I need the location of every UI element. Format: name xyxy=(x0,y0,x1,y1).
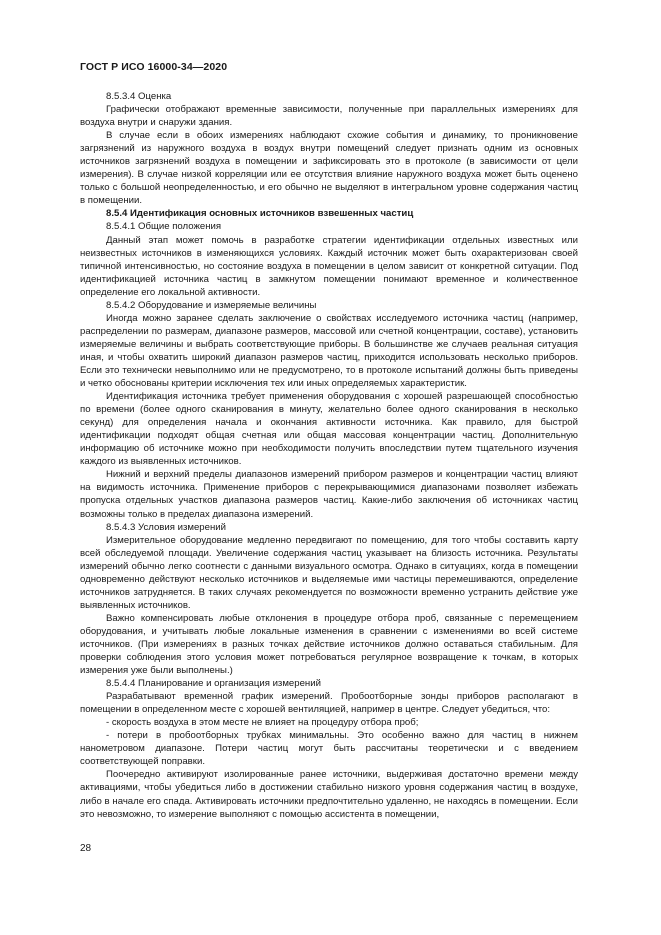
paragraph: Важно компенсировать любые отклонения в процедуре отбора проб, связанные с перемещением оборудования, и учитывать любые локальные изменения в сравнении с изменениями во всей системе источников. (При измерениях в разных точках действие источников должно оставаться стабильным. Для проверки соблюдения этого условия может потребоваться регулярное возвращение к точкам, в которых измерения уже были выполнены.) xyxy=(80,612,578,677)
paragraph: Поочередно активируют изолированные ранее источники, выдерживая достаточно времени между активациями, чтобы убедиться либо в достижении стабильно низкого уровня содержания частиц в воздухе, либо в начале его спада. Активировать источники предпочтительно удаленно, не находясь в помещении. Если это невозможно, то измерение выполняют с помощью ассистента в помещении, xyxy=(80,769,578,820)
page-number: 28 xyxy=(80,843,92,854)
paragraph: В случае если в обоих измерениях наблюдают схожие события и динамику, то проникновение загрязнений из наружного воздуха в воздух внутри помещений следует признать одним из основных источников загрязнений воздуха в помещении и зафиксировать это в протоколе (в зависимости от цели измерения). В случае низкой корреляции или ее отсутствия влияние наружного воздуха может быть оценено только с большой неопределенностью, и его обычно не выделяют в интегральном уровне содержания частиц в помещении. xyxy=(80,130,578,207)
subsection-heading: 8.5.4.4 Планирование и организация измерений xyxy=(106,678,321,690)
paragraph: Разрабатывают временной график измерений. Пробоотборные зонды приборов располагают в помещении в определенном месте с хорошей вентиляцией, например в центре. Следует убедиться, что: xyxy=(80,691,578,716)
list-item: - потери в пробоотборных трубках минимальны. Это особенно важно для частиц в нижнем нанометровом диапазоне. Потери частиц могут быть рассчитаны теоретически и с введением соответствующей поправки. xyxy=(80,730,578,768)
standard-title: ГОСТ Р ИСО 16000-34—2020 xyxy=(80,61,228,73)
list-item: - скорость воздуха в этом месте не влияет на процедуру отбора проб; xyxy=(106,717,419,729)
subsection-heading: 8.5.4.2 Оборудование и измеряемые величины xyxy=(106,299,317,311)
paragraph: Идентификация источника требует применения оборудования с хорошей разрешающей способностью по времени (более одного сканирования в минуту, желательно более одного сканирования в несколько секунд) для определения начала и окончания активности источника. Как правило, для быстрой идентификации подходят общая счетная или общая массовая концентрации частиц. Дополнительную информацию об источнике можно при необходимости получить впоследствии путем тщательного изучения каждого из выявленных источников. xyxy=(80,391,578,468)
subsection-heading: 8.5.4.3 Условия измерений xyxy=(106,521,226,533)
paragraph: Графически отображают временные зависимости, полученные при параллельных измерениях для воздуха внутри и снаружи здания. xyxy=(80,104,578,129)
document-body xyxy=(80,90,578,821)
paragraph: Данный этап может помочь в разработке стратегии идентификации отдельных известных или неизвестных источников в изменяющихся условиях. Каждый источник может быть охарактеризован своей типичной интенсивностью, но состояние воздуха в помещении в целом зависит от конкретной ситуации. Под идентификацией источника частиц в замкнутом помещении понимают временное и количественное определение его локальной активности. xyxy=(80,234,578,298)
paragraph: Иногда можно заранее сделать заключение о свойствах исследуемого источника частиц (например, распределении по размерам, диапазоне размеров, массовой или счетной концентрации, составе), установить измеряемые величины и выбрать соответствующие приборы. В большинстве же случаев реальная ситуация иная, и чтобы охватить широкий диапазон размеров частиц, приходится использовать несколько приборов. Если это технически невыполнимо или не предусмотрено, то в протоколе испытаний должны быть приведены и четко обоснованы критерии исключения тех или иных определяемых характеристик. xyxy=(80,312,578,390)
subsection-heading: 8.5.3.4 Оценка xyxy=(106,91,172,102)
paragraph: Нижний и верхний пределы диапазонов измерений прибором размеров и концентрации частиц влияют на видимость источника. Применение приборов с перекрывающимися диапазонами позволяет избежать пропуска отдельных участков диапазона размеров частиц. Какие-либо заключения об источниках частиц возможны только в пределах диапазона измерений. xyxy=(80,469,578,520)
subsection-heading: 8.5.4.1 Общие положения xyxy=(106,221,222,233)
section-heading: 8.5.4 Идентификация основных источников взвешенных частиц xyxy=(106,208,414,220)
paragraph: Измерительное оборудование медленно передвигают по помещению, для того чтобы составить карту всей обследуемой площади. Увеличение содержания частиц указывает на близость источника. Результаты измерений обычно легко соотнести с данными визуального осмотра. Однако в ситуациях, когда в помещении одновременно действуют несколько источников и выделяемые ими частицы перемешиваются, определение источников затрудняется. В таких случаях рекомендуется по возможности временно устранить действие уже выявленных источников. xyxy=(80,534,578,611)
